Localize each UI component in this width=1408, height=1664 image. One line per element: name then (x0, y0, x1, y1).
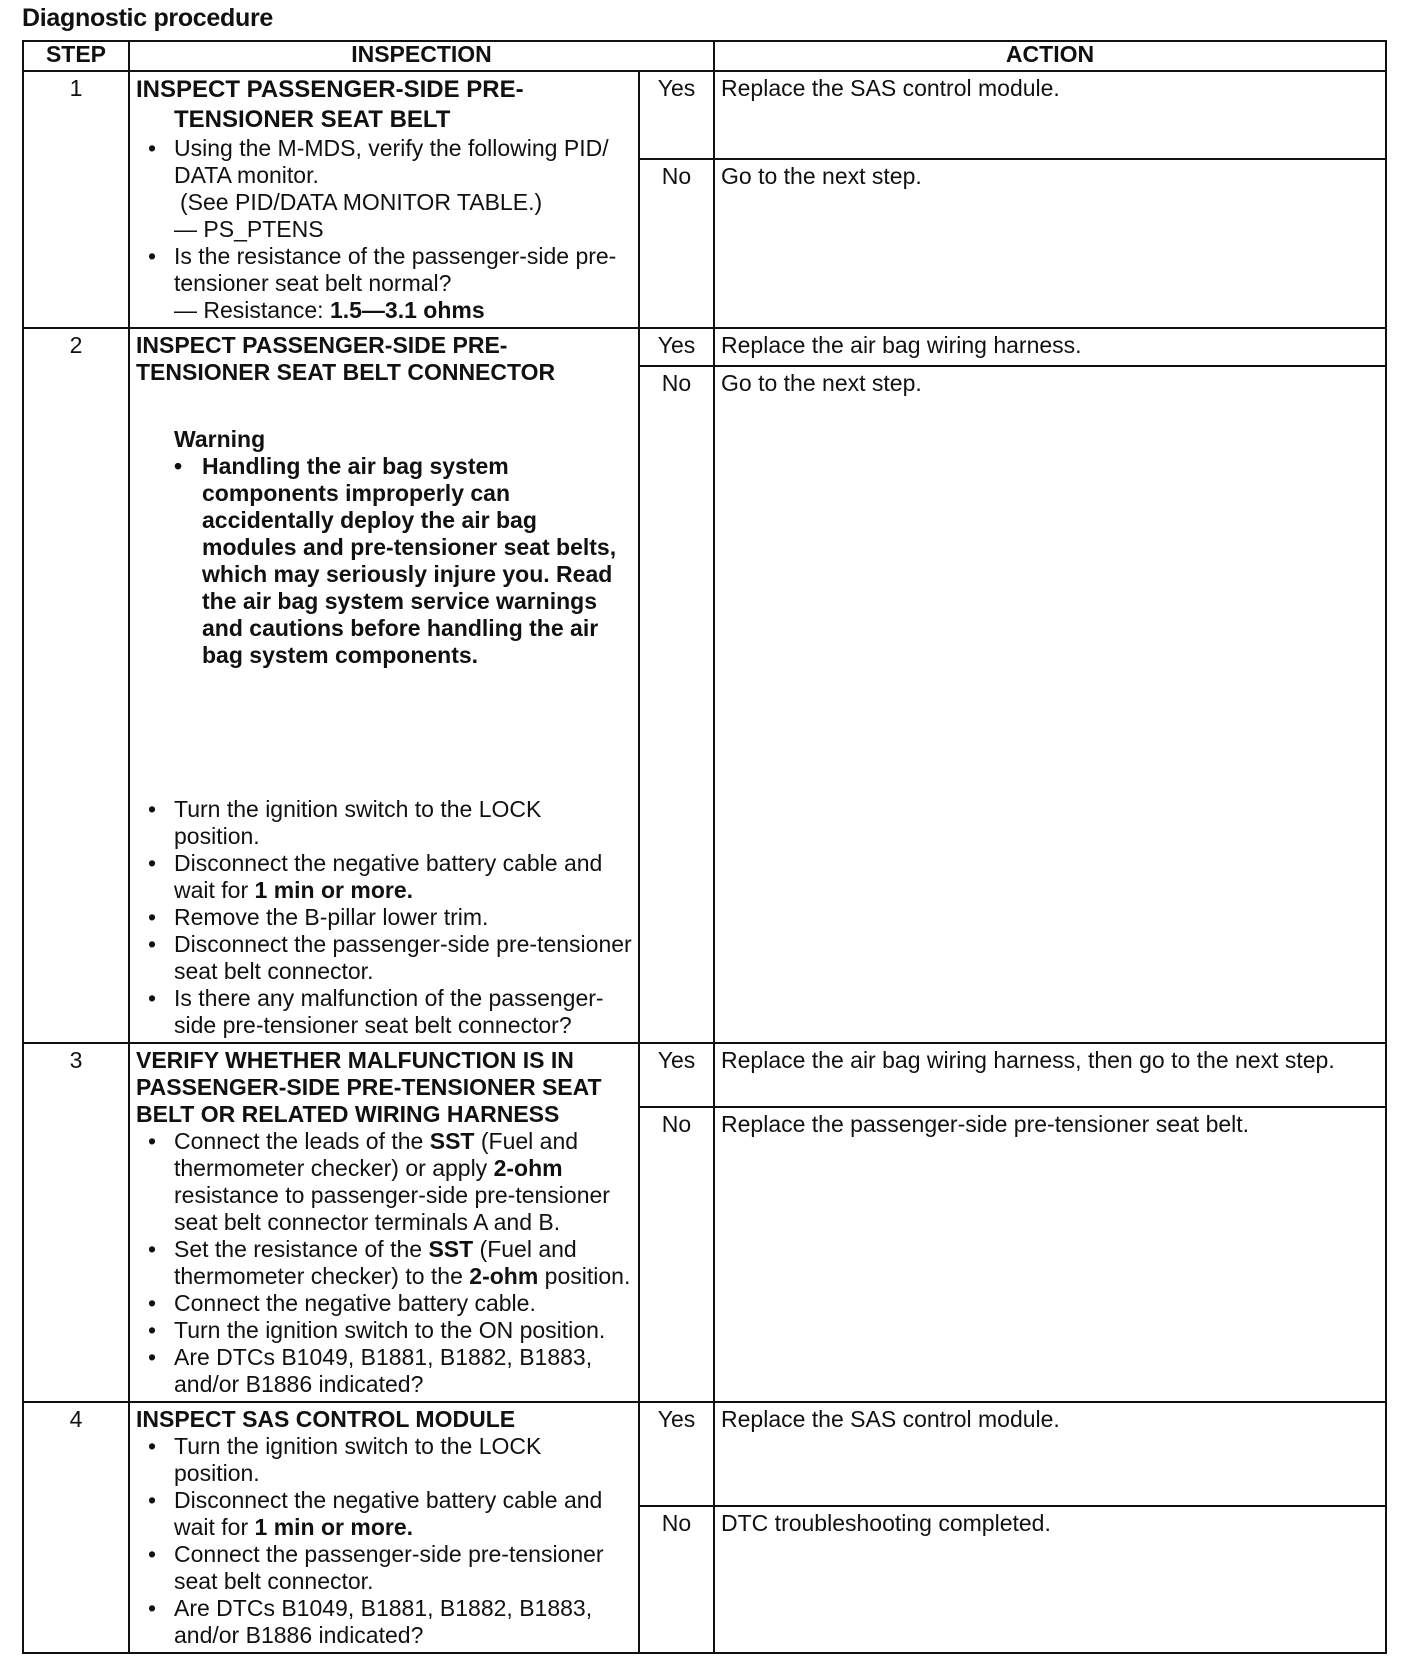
yes-label: Yes (639, 328, 714, 366)
no-action: Replace the passenger-side pre-tensioner seat belt. (714, 1107, 1386, 1402)
no-action: DTC troubleshooting completed. (714, 1506, 1386, 1653)
header-step: STEP (23, 41, 129, 71)
list-item: • Turn the ignition switch to the ON position. (174, 1317, 632, 1344)
step-1-inspection (129, 71, 639, 328)
step-4-inspection (129, 1402, 639, 1653)
step-number: 2 (23, 328, 129, 1043)
step-4-yes-row (23, 1402, 1386, 1506)
list-item: • Connect the leads of the SST (Fuel and thermometer checker) or apply 2-ohm resistance to passenger-side pre-tensioner seat belt connector terminals A and B. (174, 1128, 632, 1236)
no-label: No (639, 159, 714, 328)
page-heading: Diagnostic procedure (22, 4, 273, 32)
list-item: • Turn the ignition switch to the LOCK position. (174, 1433, 632, 1487)
list-item: • Remove the B-pillar lower trim. (174, 904, 632, 931)
yes-action: Replace the SAS control module. (714, 71, 1386, 159)
list-item: • Are DTCs B1049, B1881, B1882, B1883, and/or B1886 indicated? (174, 1595, 632, 1649)
inspection-list (136, 796, 632, 1039)
list-item: • Is there any malfunction of the passenger-side pre-tensioner seat belt connector? (174, 985, 632, 1039)
list-item: • Using the M-MDS, verify the following PID/ DATA monitor. (See PID/DATA MONITOR TABLE.) — PS_PTENS (174, 135, 632, 243)
no-action: Go to the next step. (714, 366, 1386, 1043)
pid-table-reference: (See PID/DATA MONITOR TABLE.) (180, 189, 543, 215)
step-2-yes-row (23, 328, 1386, 366)
no-action: Go to the next step. (714, 159, 1386, 328)
yes-action: Replace the SAS control module. (714, 1402, 1386, 1506)
step-title: VERIFY WHETHER MALFUNCTION IS IN PASSENGER-SIDE PRE-TENSIONER SEAT BELT OR RELATED WIRING HARNESS (136, 1047, 602, 1127)
step-title: INSPECT PASSENGER-SIDE PRE-TENSIONER SEAT BELT CONNECTOR (136, 332, 556, 385)
warning-list (202, 453, 632, 669)
step-3-yes-row (23, 1043, 1386, 1107)
step-3-inspection (129, 1043, 639, 1402)
list-item: • Is the resistance of the passenger-side pre-tensioner seat belt normal? — Resistance: 1.5—3.1 ohms (174, 243, 632, 324)
warning-text: • Handling the air bag system components improperly can accidentally deploy the air bag modules and pre-tensioner seat belts, which may seriously injure you. Read the air bag system service warnings and cautions before handling the air bag system components. (202, 453, 632, 669)
warning-title: Warning (174, 426, 266, 452)
yes-action: Replace the air bag wiring harness, then go to the next step. (714, 1043, 1386, 1107)
diagnostic-procedure-table (22, 40, 1387, 1654)
step-number: 3 (23, 1043, 129, 1402)
step-number: 1 (23, 71, 129, 328)
inspection-list (136, 135, 632, 324)
list-item: • Disconnect the negative battery cable and wait for 1 min or more. (174, 850, 632, 904)
list-item: • Set the resistance of the SST (Fuel and thermometer checker) to the 2-ohm position. (174, 1236, 632, 1290)
table-header-row (23, 41, 1386, 71)
no-label: No (639, 1107, 714, 1402)
yes-label: Yes (639, 1043, 714, 1107)
resistance-spec: — Resistance: 1.5—3.1 ohms (174, 297, 485, 323)
step-title: INSPECT PASSENGER-SIDE PRE- TENSIONER SEAT BELT (136, 76, 524, 133)
yes-label: Yes (639, 1402, 714, 1506)
list-item: • Connect the negative battery cable. (174, 1290, 632, 1317)
inspection-list (136, 1433, 632, 1649)
list-item: • Are DTCs B1049, B1881, B1882, B1883, and/or B1886 indicated? (174, 1344, 632, 1398)
list-item: • Disconnect the negative battery cable and wait for 1 min or more. (174, 1487, 632, 1541)
yes-label: Yes (639, 71, 714, 159)
header-inspection: INSPECTION (129, 41, 714, 71)
list-item: • Turn the ignition switch to the LOCK position. (174, 796, 632, 850)
step-title: INSPECT SAS CONTROL MODULE (136, 1406, 516, 1432)
step-number: 4 (23, 1402, 129, 1653)
list-item: • Connect the passenger-side pre-tensioner seat belt connector. (174, 1541, 632, 1595)
pid-name: — PS_PTENS (174, 216, 324, 242)
no-label: No (639, 366, 714, 1043)
header-action: ACTION (714, 41, 1386, 71)
inspection-list (136, 1128, 632, 1398)
step-2-inspection (129, 328, 639, 1043)
list-item: • Disconnect the passenger-side pre-tensioner seat belt connector. (174, 931, 632, 985)
yes-action: Replace the air bag wiring harness. (714, 328, 1386, 366)
no-label: No (639, 1506, 714, 1653)
step-1-yes-row (23, 71, 1386, 159)
